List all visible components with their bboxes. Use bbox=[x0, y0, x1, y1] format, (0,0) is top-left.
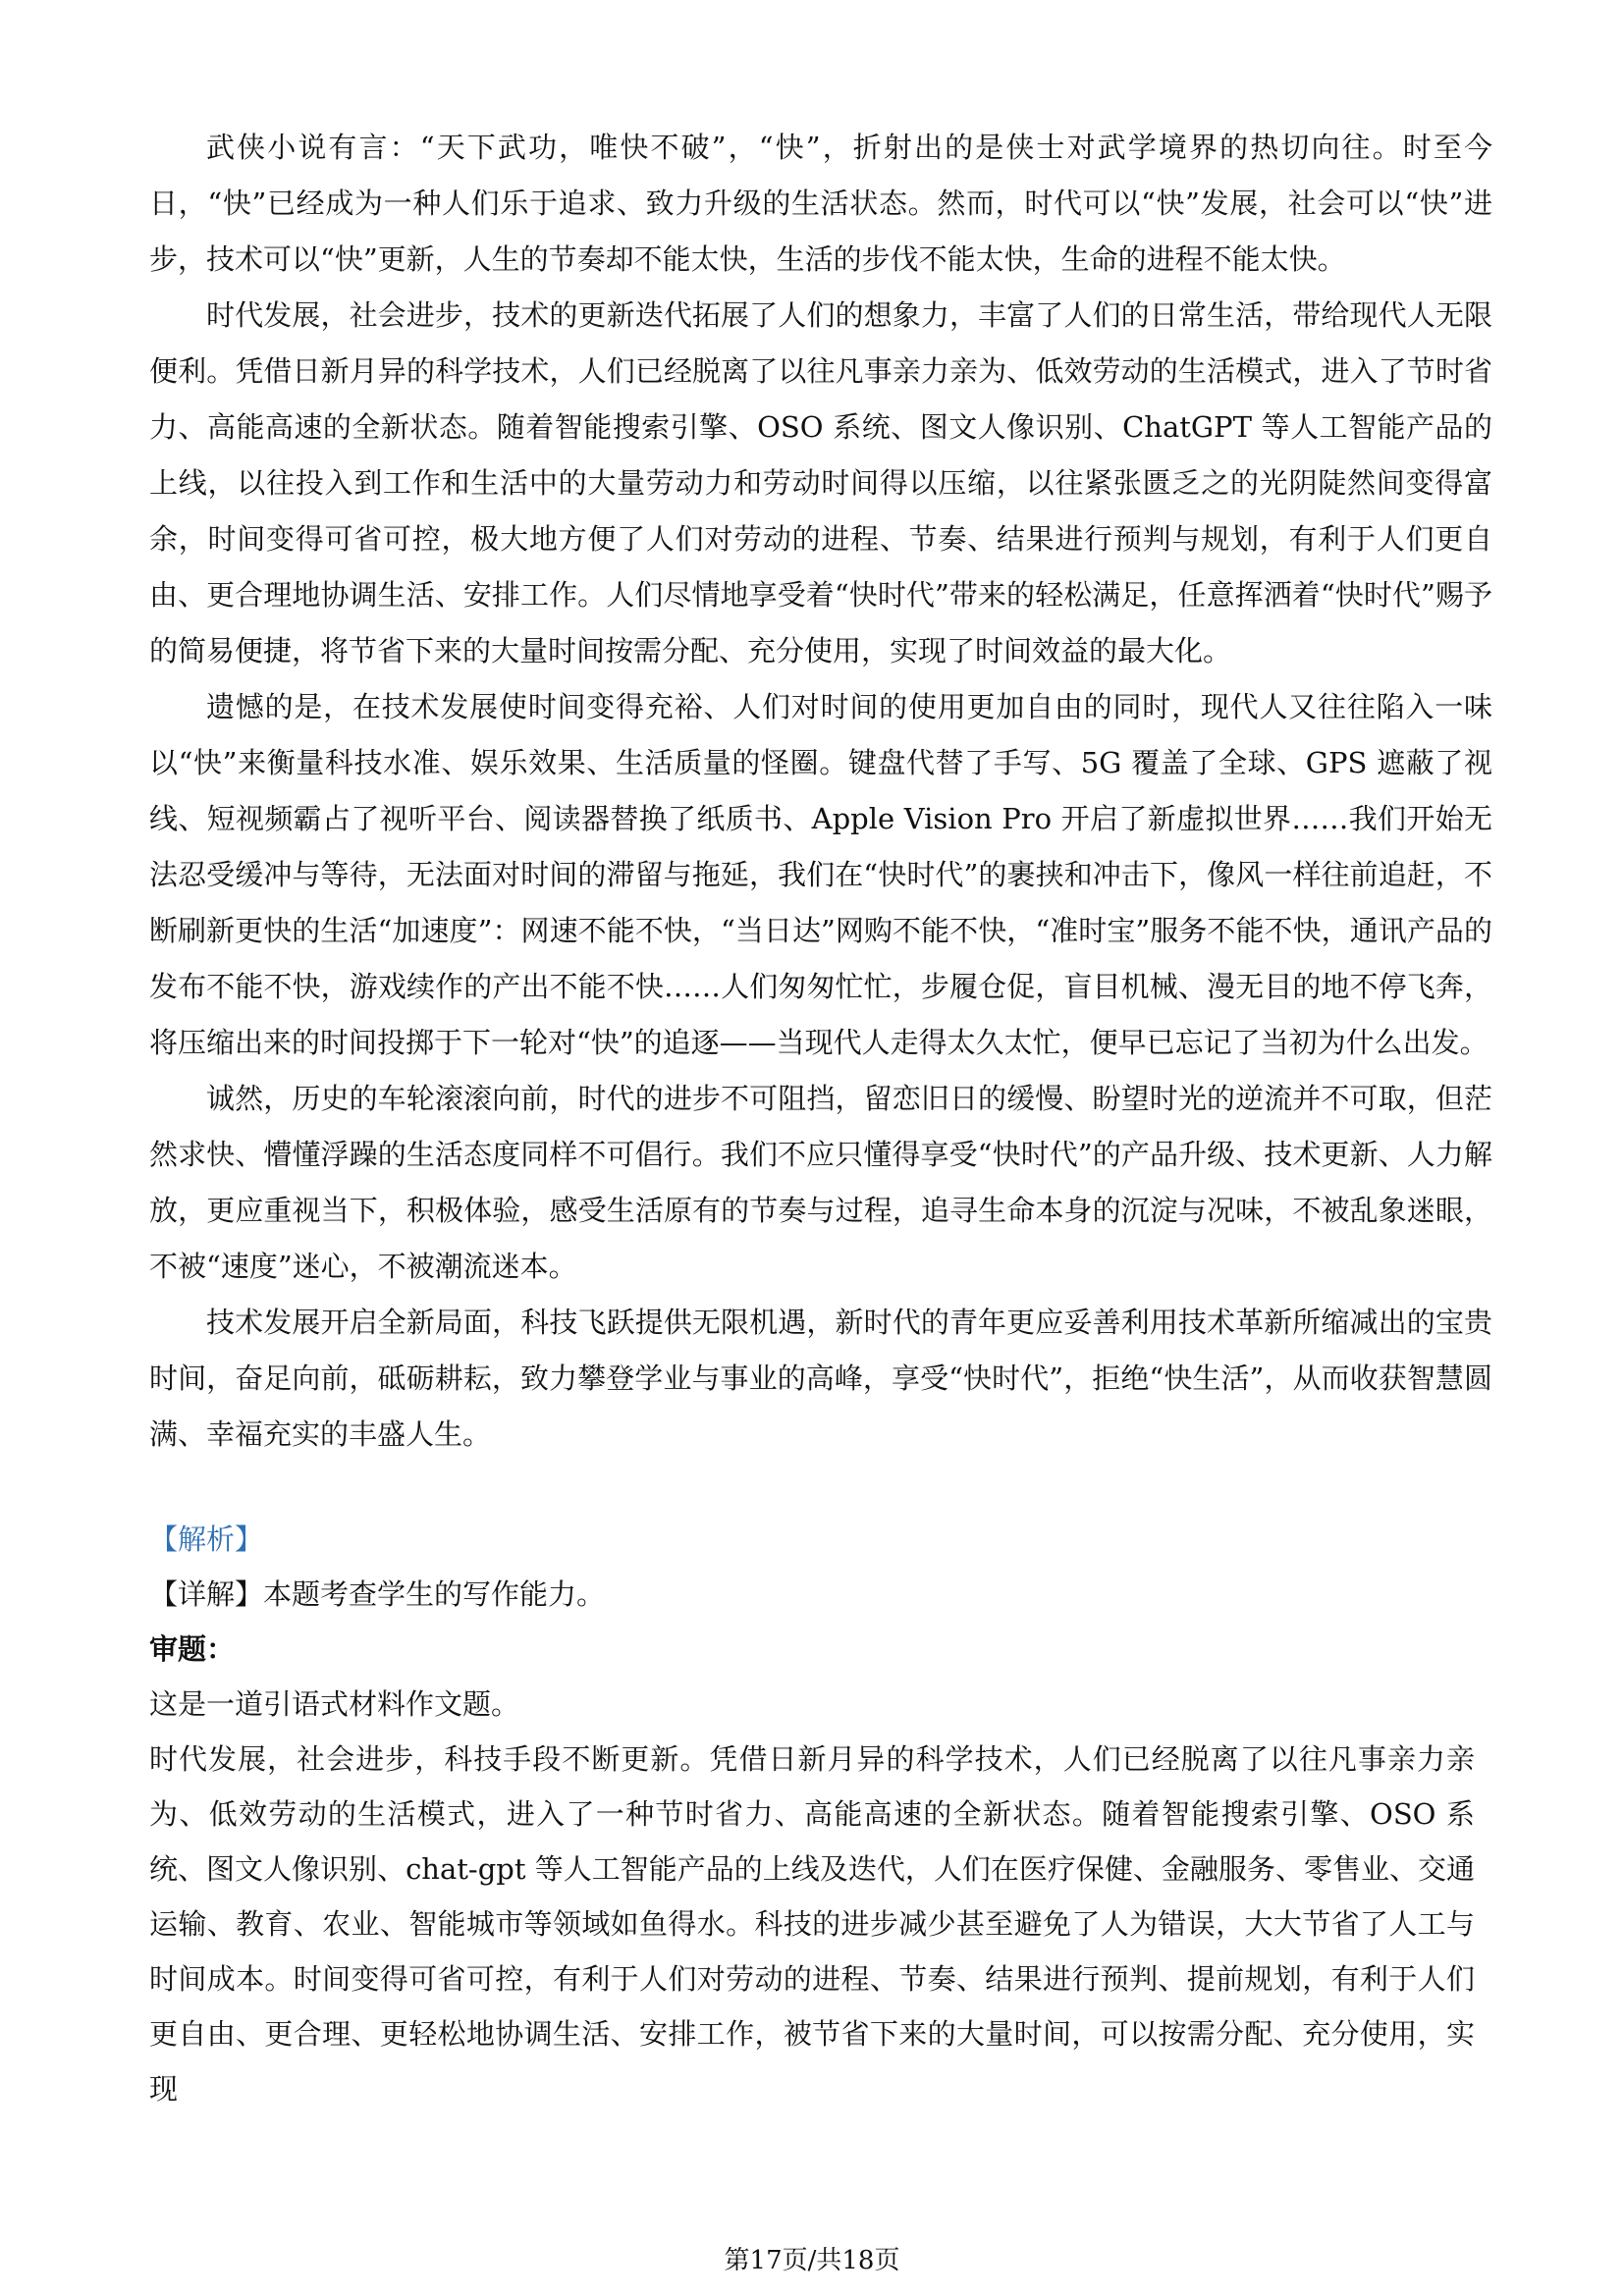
essay-paragraph: 遗憾的是，在技术发展使时间变得充裕、人们对时间的使用更加自由的同时，现代人又往往陷入一味以“快”来衡量科技水准、娱乐效果、生活质量的怪圈。键盘代替了手写、5G 覆盖了全球、GPS 遮蔽了视线、短视频霸占了视听平台、阅读器替换了纸质书、Apple Vision Pro 开启了新虚拟世界……我们开始无法忍受缓冲与等待，无法面对时间的滞留与拖延，我们在“快时代”的裹挟和冲击下，像风一样往前追赶，不断刷新更快的生活“加速度”：网速不能不快，“当日达”网购不能不快，“准时宝”服务不能不快，通讯产品的发布不能不快，游戏续作的产出不能不快……人们匆匆忙忙，步履仓促，盲目机械、漫无目的地不停飞奔，将压缩出来的时间投掷于下一轮对“快”的追逐——当现代人走得太久太忙，便早已忘记了当初为什么出发。 bbox=[149, 690, 1492, 1059]
essay-paragraph: 时代发展，社会进步，技术的更新迭代拓展了人们的想象力，丰富了人们的日常生活，带给现代人无限便利。凭借日新月异的科学技术，人们已经脱离了以往凡事亲力亲为、低效劳动的生活模式，进入了节时省力、高能高速的全新状态。随着智能搜索引擎、OSO 系统、图文人像识别、ChatGPT 等人工智能产品的上线，以往投入到工作和生活中的大量劳动力和劳动时间得以压缩，以往紧张匮乏之的光阴陡然间变得富余，时间变得可省可控，极大地方便了人们对劳动的进程、节奏、结果进行预判与规划，有利于人们更自由、更合理地协调生活、安排工作。人们尽情地享受着“快时代”带来的轻松满足，任意挥洒着“快时代”赐予的简易便捷，将节省下来的大量时间按需分配、充分使用，实现了时间效益的最大化。 bbox=[149, 298, 1492, 667]
analysis-paragraph: 时代发展，社会进步，科技手段不断更新。凭借日新月异的科学技术，人们已经脱离了以往凡事亲力亲为、低效劳动的生活模式，进入了一种节时省力、高能高速的全新状态。随着智能搜索引擎、OSO 系统、图文人像识别、chat-gpt 等人工智能产品的上线及迭代，人们在医疗保健、金融服务、零售业、交通运输、教育、农业、智能城市等领域如鱼得水。科技的进步减少甚至避免了人为错误，大大节省了人工与时间成本。时间变得可省可控，有利于人们对劳动的进程、节奏、结果进行预判、提前规划，有利于人们更自由、更合理、更轻松地协调生活、安排工作，被节省下来的大量时间，可以按需分配、充分使用，实现 bbox=[149, 1742, 1475, 2106]
essay-paragraph: 武侠小说有言：“天下武功，唯快不破”，“快”，折射出的是侠士对武学境界的热切向往。时至今日，“快”已经成为一种人们乐于追求、致力升级的生活状态。然而，时代可以“快”发展，社会可以“快”进步，技术可以“快”更新，人生的节奏却不能太快，生活的步伐不能太快，生命的进程不能太快。 bbox=[149, 131, 1492, 276]
essay-body bbox=[149, 120, 1492, 1463]
essay-paragraph: 诚然，历史的车轮滚滚向前，时代的进步不可阻挡，留恋旧日的缓慢、盼望时光的逆流并不可取，但茫然求快、懵懂浮躁的生活态度同样不可倡行。我们不应只懂得享受“快时代”的产品升级、技术更新、人力解放，更应重视当下，积极体验，感受生活原有的节奏与过程，追寻生命本身的沉淀与况味，不被乱象迷眼，不被“速度”迷心，不被潮流迷本。 bbox=[149, 1082, 1492, 1283]
analysis-section bbox=[149, 1512, 1492, 2116]
detail-line: 【详解】本题考查学生的写作能力。 bbox=[149, 1577, 606, 1611]
essay-paragraph: 技术发展开启全新局面，科技飞跃提供无限机遇，新时代的青年更应妥善利用技术革新所缩减出的宝贵时间，奋足向前，砥砺耕耘，致力攀登学业与事业的高峰，享受“快时代”，拒绝“快生活”，从而收获智慧圆满、幸福充实的丰盛人生。 bbox=[149, 1306, 1492, 1451]
section-heading: 审题： bbox=[149, 1632, 236, 1666]
page-footer: 第17页/共18页 bbox=[724, 2246, 900, 2275]
analysis-tag: 【解析】 bbox=[149, 1522, 264, 1556]
analysis-line: 这是一道引语式材料作文题。 bbox=[149, 1687, 520, 1721]
